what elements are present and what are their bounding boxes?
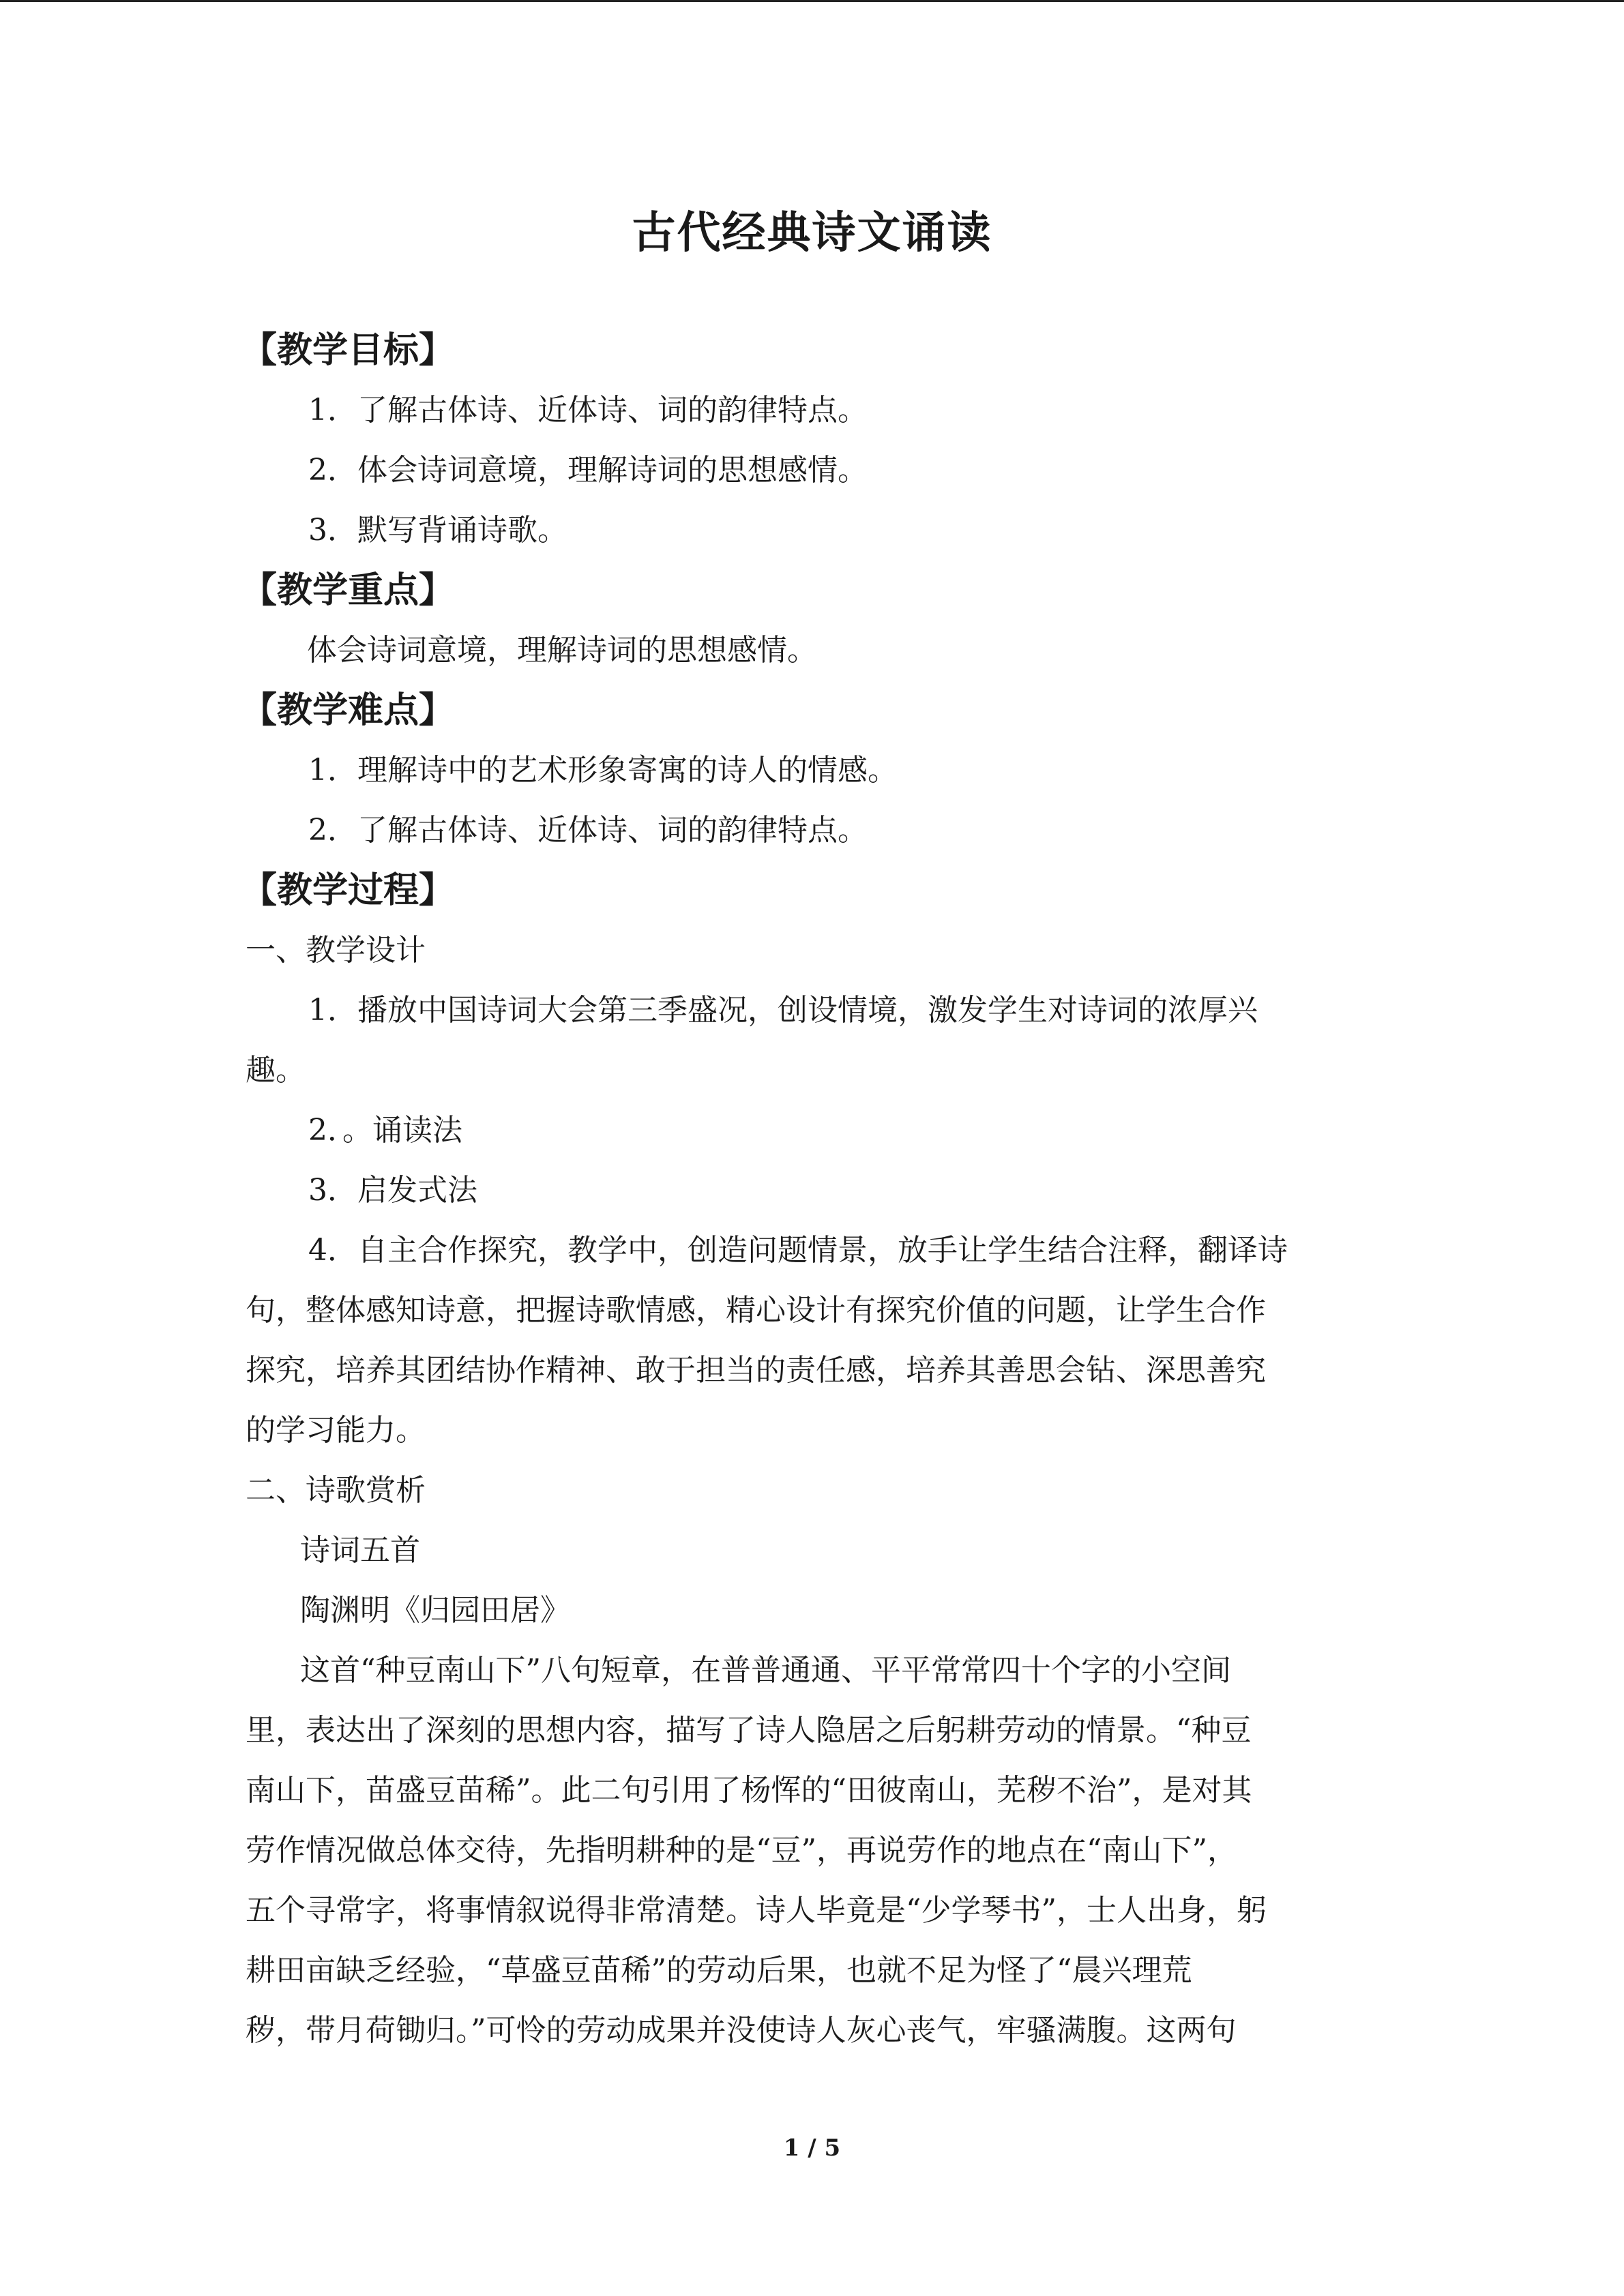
- document-body: [241, 320, 1378, 2061]
- page-number: 1 / 5: [783, 2134, 841, 2162]
- top-border-line: [0, 0, 1624, 2]
- subheading-five-poems: 诗词五首: [300, 1533, 420, 1568]
- key-points-text: 体会诗词意境，理解诗词的思想感情。: [307, 633, 817, 668]
- section-heading-difficulties: 【教学难点】: [241, 689, 455, 731]
- process-item-1-line-2: 趣。: [246, 1053, 306, 1088]
- analysis-line-3: 南山下，苗盛豆苗稀”。此二句引用了杨恽的“田彼南山，芜秽不治”，是对其: [246, 1773, 1252, 1808]
- section-heading-process: 【教学过程】: [241, 869, 455, 911]
- process-item-2: 2．。诵读法: [308, 1113, 462, 1148]
- analysis-line-1: 这首“种豆南山下”八句短章，在普普通通、平平常常四十个字的小空间: [300, 1653, 1231, 1688]
- process-item-4-line-4: 的学习能力。: [246, 1413, 426, 1448]
- process-item-3: 3．启发式法: [308, 1173, 477, 1208]
- section-heading-key-points: 【教学重点】: [241, 569, 455, 611]
- process-item-4-line-1: 4．自主合作探究，教学中，创造问题情景，放手让学生结合注释，翻译诗: [308, 1233, 1288, 1268]
- difficulty-item-1: 1．理解诗中的艺术形象寄寓的诗人的情感。: [308, 753, 898, 788]
- analysis-line-2: 里，表达出了深刻的思想内容，描写了诗人隐居之后躬耕劳动的情景。“种豆: [246, 1713, 1252, 1748]
- part2-title: 二、诗歌赏析: [246, 1473, 426, 1508]
- process-item-4-line-3: 探究，培养其团结协作精神、敢于担当的责任感，培养其善思会钻、深思善究: [246, 1353, 1266, 1388]
- analysis-line-4: 劳作情况做总体交待，先指明耕种的是“豆”，再说劳作的地点在“南山下”，: [246, 1833, 1237, 1868]
- process-item-1-line-1: 1．播放中国诗词大会第三季盛况，创设情境，激发学生对诗词的浓厚兴: [308, 993, 1258, 1028]
- goal-item-1: 1．了解古体诗、近体诗、词的韵律特点。: [308, 393, 868, 428]
- process-item-4-line-2: 句，整体感知诗意，把握诗歌情感，精心设计有探究价值的问题，让学生合作: [246, 1293, 1266, 1328]
- document-title: 古代经典诗文诵读: [632, 207, 992, 258]
- section-heading-goals: 【教学目标】: [241, 329, 455, 371]
- difficulty-item-2: 2．了解古体诗、近体诗、词的韵律特点。: [308, 813, 868, 848]
- part1-title: 一、教学设计: [246, 933, 426, 968]
- analysis-line-6: 耕田亩缺乏经验，“草盛豆苗稀”的劳动后果，也就不足为怪了“晨兴理荒: [246, 1953, 1192, 1988]
- goal-item-3: 3．默写背诵诗歌。: [308, 513, 567, 548]
- analysis-line-7: 秽，带月荷锄归。”可怜的劳动成果并没使诗人灰心丧气，牢骚满腹。这两句: [246, 2013, 1237, 2048]
- analysis-line-5: 五个寻常字，将事情叙说得非常清楚。诗人毕竟是“少学琴书”，士人出身，躬: [246, 1893, 1267, 1928]
- goal-item-2: 2．体会诗词意境，理解诗词的思想感情。: [308, 453, 868, 488]
- subheading-poem-title: 陶渊明《归园田居》: [300, 1593, 570, 1628]
